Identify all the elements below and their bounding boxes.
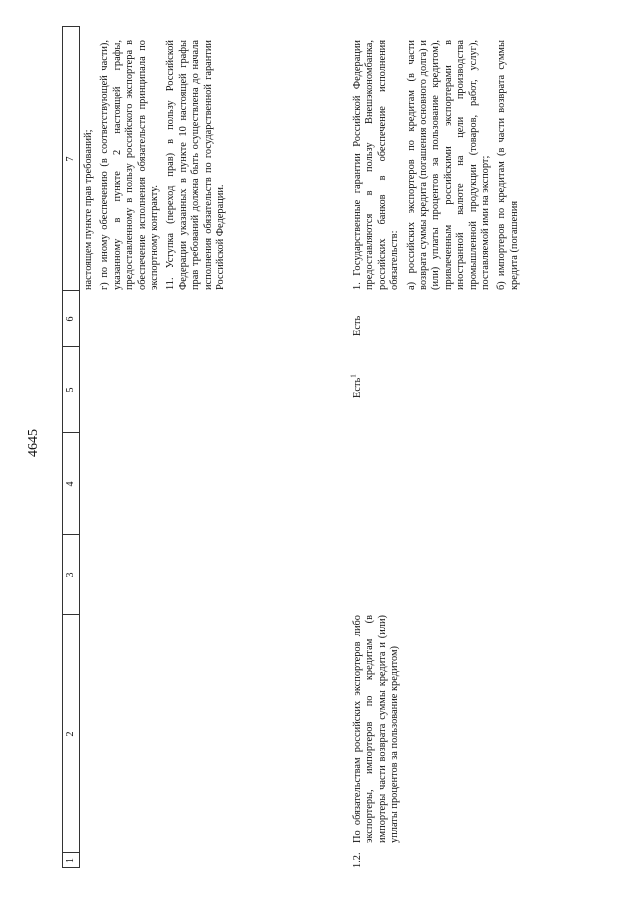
column-header-2: 2 — [65, 731, 76, 737]
row-col5-value — [349, 358, 364, 398]
row-number: 1.2. — [352, 852, 363, 868]
page-number: 4645 — [26, 429, 41, 457]
footnote-marker: 1 — [349, 374, 358, 378]
row-col7 — [352, 40, 525, 290]
paragraph: настоящем пункте прав требований; — [83, 129, 94, 290]
row-col6-value: Есть — [352, 315, 363, 336]
column-header-7: 7 — [65, 156, 76, 162]
paragraph: г) по иному обеспечению (в соответствующей части), указанному в пункте 2 настоящей графы, предоставленному в пользу российского экспортера в обеспечение исполнения обязательств принципала по экспортному контракту. — [99, 40, 161, 290]
table-page — [62, 26, 632, 868]
column-header-6: 6 — [65, 316, 76, 322]
paragraph: б) импортеров по кредитам (в части возврата суммы кредита (погашения — [496, 40, 520, 290]
paragraph: 1. Государственные гарантии Российской Федерации предоставляются в пользу Внешэкономбанка, российских банков в обеспечение исполнения обязательств: — [352, 40, 401, 290]
row-col2-text: По обязательствам российских экспортеров либо экспортеры, импортеров по кредитам (в импортеры части возврата суммы кредита и (или) уплаты процентов за пользование кредитом) — [352, 615, 401, 843]
header-bottom-border — [79, 26, 80, 868]
paragraph: 11. Уступка (переход прав) в пользу Российской Федерации указанных в пункте 10 настоящей графы прав требований должна быть осуществлена до начала исполнения обязательств по государственной гарантии Российской Федерации. — [165, 40, 227, 290]
continuation-col7 — [83, 40, 231, 290]
column-header-1: 1 — [65, 858, 76, 863]
column-header-3: 3 — [65, 572, 76, 578]
column-header-4: 4 — [65, 481, 76, 487]
column-header-5: 5 — [65, 387, 76, 393]
col5-text: Есть — [352, 377, 363, 398]
paragraph: а) российских экспортеров по кредитам (в части возврата суммы кредита (погашения основного долга) и (или) уплаты процентов за пользование кредитом), привлеченным российскими экспортерами в иностранной валюте на цели производства промышленной продукции (товаров, работ, услуг), поставляемой ими на экспорт; — [405, 40, 492, 290]
